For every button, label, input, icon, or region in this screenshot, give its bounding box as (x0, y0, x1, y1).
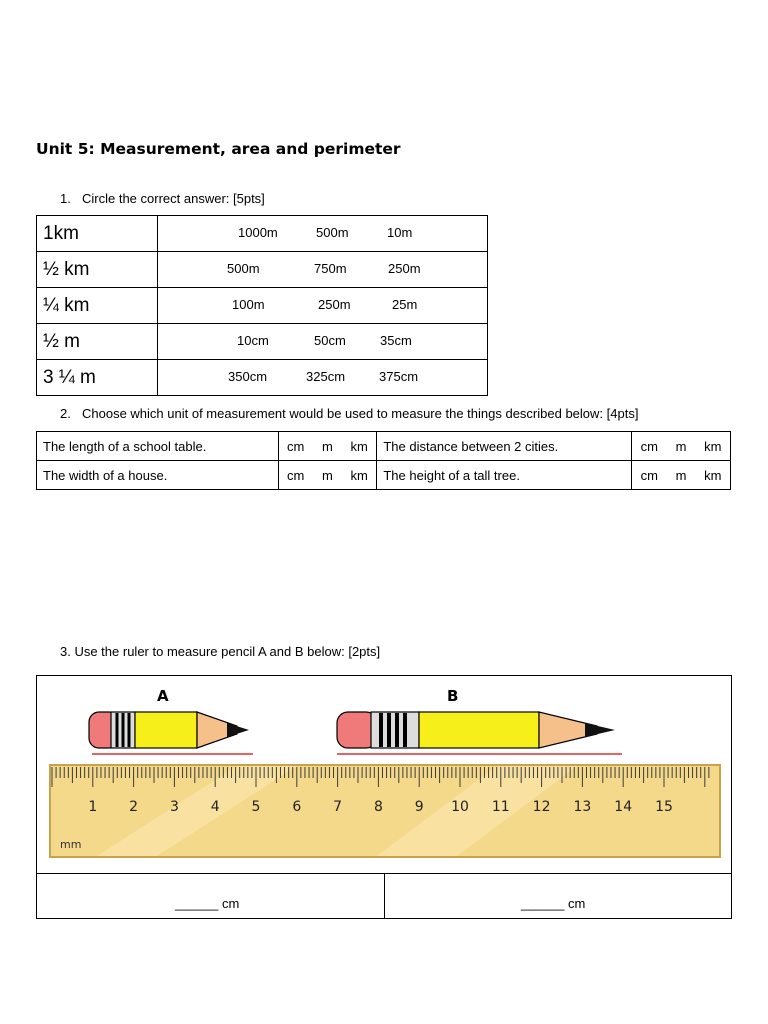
ruler-number: 3 (169, 799, 179, 815)
pencil-b-label: B (447, 687, 459, 705)
ruler-number: 10 (451, 799, 469, 815)
unit-options (632, 461, 731, 490)
answer-option[interactable]: 10cm (237, 333, 269, 348)
ruler-number: 1 (88, 799, 98, 815)
item-description: The height of a tall tree. (377, 461, 632, 490)
answer-option[interactable]: 100m (232, 297, 265, 312)
ruler-numbers (88, 799, 673, 815)
unit-option-km[interactable]: km (704, 467, 722, 483)
unit-options (278, 432, 377, 461)
row-label: ½ m (37, 324, 158, 360)
page-title: Unit 5: Measurement, area and perimeter (36, 140, 401, 158)
answer-option[interactable]: 250m (318, 297, 351, 312)
answer-option[interactable]: 10m (387, 225, 413, 240)
unit-choice-table (36, 431, 731, 490)
answer-option[interactable]: 375cm (379, 369, 419, 384)
table-row (37, 252, 488, 288)
answer-option[interactable]: 325cm (306, 369, 346, 384)
answer-option[interactable]: 35cm (380, 333, 412, 348)
answer-option[interactable]: 50cm (314, 333, 346, 348)
ruler-number: 15 (655, 799, 673, 815)
unit-option-km[interactable]: km (704, 438, 722, 454)
answer-option[interactable]: 350cm (228, 369, 268, 384)
row-label: ½ km (37, 252, 158, 288)
question-1-text: Circle the correct answer: [5pts] (82, 191, 265, 206)
ruler-box (36, 675, 732, 919)
unit-option-m[interactable]: m (675, 467, 687, 483)
conversion-table (36, 215, 488, 396)
answer-a-field[interactable]: ______ cm (175, 896, 240, 911)
question-2-text: Choose which unit of measurement would be used to measure the things described below: [4pts] (82, 406, 639, 421)
ruler-number: 8 (373, 799, 383, 815)
ruler-illustration (37, 676, 731, 872)
unit-option-cm[interactable]: cm (287, 467, 305, 483)
unit-option-cm[interactable]: cm (640, 438, 659, 454)
table-row (37, 432, 731, 461)
ruler-number: 11 (491, 799, 510, 815)
unit-option-cm[interactable]: cm (287, 438, 305, 454)
row-label: ¼ km (37, 288, 158, 324)
answer-column-divider (384, 873, 385, 918)
ruler-number: 14 (614, 799, 633, 815)
answer-b-field[interactable]: ______ cm (521, 896, 586, 911)
pencil-b (337, 687, 622, 754)
ruler-unit-label: mm (60, 838, 82, 851)
pencil-b-lead (585, 723, 615, 737)
table-row (37, 324, 488, 360)
table-row (37, 216, 488, 252)
pencil-a-lead (227, 723, 249, 737)
question-3-text: 3. Use the ruler to measure pencil A and B below: [2pts] (60, 644, 381, 659)
ruler-number: 2 (129, 799, 139, 815)
unit-option-m[interactable]: m (322, 438, 333, 454)
answer-option[interactable]: 750m (314, 261, 347, 276)
table-row (37, 360, 488, 396)
row-label: 3 ¼ m (37, 360, 158, 396)
unit-option-km[interactable]: km (350, 438, 368, 454)
ruler-number: 9 (414, 799, 424, 815)
question-2-number: 2. (60, 406, 71, 421)
pencil-b-body (419, 712, 539, 748)
question-2 (60, 406, 638, 421)
ruler-number: 4 (210, 799, 220, 815)
table-row (37, 288, 488, 324)
ruler-number: 6 (292, 799, 302, 815)
ruler-number: 13 (573, 799, 592, 815)
pencil-a-label: A (157, 687, 169, 705)
item-description: The width of a house. (37, 461, 279, 490)
ruler-number: 7 (333, 799, 343, 815)
ruler-number: 5 (251, 799, 261, 815)
ruler-number: 12 (532, 799, 551, 815)
item-description: The distance between 2 cities. (377, 432, 632, 461)
answer-option[interactable]: 250m (388, 261, 421, 276)
unit-options (632, 432, 731, 461)
item-description: The length of a school table. (37, 432, 279, 461)
answer-option[interactable]: 500m (227, 261, 260, 276)
question-1 (60, 191, 265, 206)
unit-option-m[interactable]: m (675, 438, 687, 454)
row-label: 1km (37, 216, 158, 252)
unit-option-cm[interactable]: cm (640, 467, 659, 483)
answer-option[interactable]: 25m (392, 297, 418, 312)
answer-option[interactable]: 500m (316, 225, 349, 240)
pencil-a-body (135, 712, 197, 748)
ruler (50, 765, 720, 857)
answer-option[interactable]: 1000m (238, 225, 278, 240)
unit-options (278, 461, 377, 490)
table-row (37, 461, 731, 490)
question-1-number: 1. (60, 191, 71, 206)
unit-option-m[interactable]: m (322, 467, 333, 483)
pencil-a (89, 687, 253, 754)
unit-option-km[interactable]: km (350, 467, 368, 483)
